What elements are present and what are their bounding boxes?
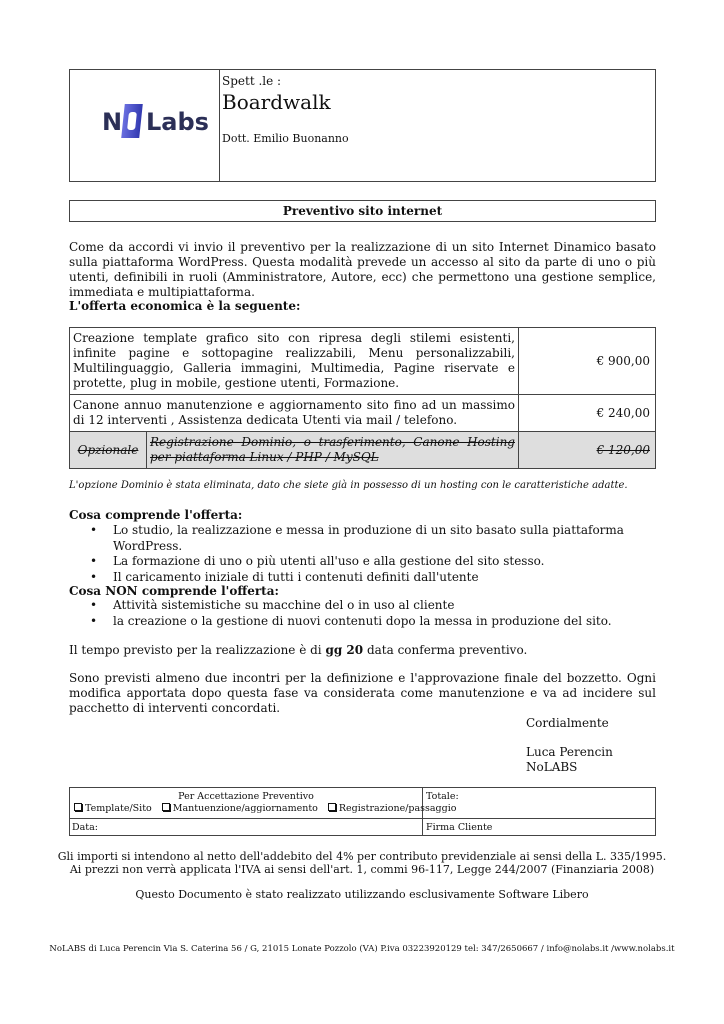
software-note: Questo Documento è stato realizzato utilizzando esclusivamente Software Libero bbox=[135, 888, 589, 901]
logo-o-shape-icon bbox=[121, 104, 143, 138]
offer-price: € 900,00 bbox=[519, 328, 656, 395]
salutation: Spett .le : bbox=[222, 74, 282, 88]
list-item: • la creazione o la gestione di nuovi contenuti dopo la messa in produzione del sito. bbox=[69, 614, 669, 630]
logo-letter-n: N bbox=[102, 108, 122, 136]
signature-label: Firma Cliente bbox=[426, 822, 493, 833]
excludes-list bbox=[69, 598, 669, 629]
optional-price: € 120,00 bbox=[519, 432, 656, 469]
optional-label: Opzionale bbox=[70, 432, 147, 469]
timing-line bbox=[69, 643, 527, 657]
list-item: • La formazione di uno o più utenti all'uso e alla gestione del sito stesso. bbox=[69, 554, 669, 570]
tax-note-1: Gli importi si intendono al netto dell'addebito del 4% per contributo previdenziale ai sensi della L. 335/1995. bbox=[57, 850, 667, 863]
nolabs-logo bbox=[102, 104, 209, 144]
table-row bbox=[70, 328, 656, 395]
includes-heading: Cosa comprende l'offerta: bbox=[69, 508, 243, 522]
intro-paragraph: Come da accordi vi invio il preventivo per la realizzazione di un sito Internet Dinamico basato sulla piattaforma WordPress. Questa modalità prevede un accesso al sito da parte di uno o più utenti, definibili in ruoli (Amministratore, Autore, ecc) che permettono una gestione semplice, immediata e multipiattaforma. bbox=[69, 240, 656, 299]
signature-field[interactable] bbox=[423, 819, 655, 835]
signer-company: NoLABS bbox=[526, 760, 578, 774]
list-item: • Attività sistemistiche su macchine del o in uso al cliente bbox=[69, 598, 669, 614]
timing-value: gg 20 bbox=[325, 643, 364, 657]
option-template[interactable] bbox=[74, 803, 152, 814]
offer-heading: L'offerta economica è la seguente: bbox=[69, 299, 301, 313]
offer-description: Canone annuo manutenzione e aggiornamento sito fino ad un massimo di 12 interventi , Assistenza dedicata Utenti via mail / telefono. bbox=[70, 395, 519, 432]
checkbox-icon[interactable] bbox=[162, 803, 170, 811]
total-label: Totale: bbox=[426, 791, 459, 802]
optional-row bbox=[70, 432, 656, 469]
total-field[interactable] bbox=[423, 788, 655, 819]
option-label: Template/Sito bbox=[85, 803, 152, 814]
offer-table bbox=[69, 327, 656, 469]
offer-price: € 240,00 bbox=[519, 395, 656, 432]
option-label: Registrazione/passaggio bbox=[338, 803, 457, 814]
checkbox-icon[interactable] bbox=[328, 803, 336, 811]
list-item: • Lo studio, la realizzazione e messa in produzione di un sito basato sulla piattaforma WordPress. bbox=[69, 523, 669, 554]
table-row bbox=[70, 395, 656, 432]
recipient-name: Dott. Emilio Buonanno bbox=[222, 132, 349, 145]
includes-list bbox=[69, 523, 669, 585]
closing-paragraph: Sono previsti almeno due incontri per la definizione e l'approvazione finale del bozzetto. Ogni modifica apportata dopo questa fase va considerata come manutenzione e va ad incidere sul pacchetto di interventi concordati. bbox=[69, 671, 656, 715]
excludes-heading: Cosa NON comprende l'offerta: bbox=[69, 584, 279, 598]
address-cell bbox=[221, 70, 655, 181]
signer-name: Luca Perencin bbox=[526, 745, 613, 759]
list-item: • Il caricamento iniziale di tutti i contenuti definiti dall'utente bbox=[69, 570, 669, 586]
date-label: Data: bbox=[72, 822, 98, 833]
acceptance-options bbox=[74, 803, 457, 814]
acceptance-title: Per Accettazione Preventivo bbox=[178, 791, 314, 802]
date-field[interactable] bbox=[70, 819, 423, 835]
option-maintenance[interactable] bbox=[162, 803, 318, 814]
acceptance-box bbox=[69, 787, 656, 836]
tax-note-2: Ai prezzi non verrà applicata l'IVA ai sensi dell'art. 1, commi 96-117, Legge 244/2007 (Finanziaria 2008) bbox=[69, 863, 655, 876]
footer: NoLABS di Luca Perencin Via S. Caterina 56 / G, 21015 Lonate Pozzolo (VA) P.iva 03223920129 tel: 347/2650667 / info@nolabs.it /www.nolabs.it bbox=[49, 944, 675, 954]
offer-description: Creazione template grafico sito con ripresa degli stilemi esistenti, infinite pagine e sottopagine realizzabili, Menu personalizzabili, Multilinguaggio, Galleria immagini, Multimedia, Pagine riservate e protette, plug in mobile, gestione utenti, Formazione. bbox=[70, 328, 519, 395]
domain-note: L'opzione Dominio è stata eliminata, dato che siete già in possesso di un hosting con le caratteristiche adatte. bbox=[69, 480, 628, 491]
closing-greeting: Cordialmente bbox=[526, 716, 609, 730]
document-title: Preventivo sito internet bbox=[69, 200, 656, 222]
timing-suffix: data conferma preventivo. bbox=[363, 643, 528, 657]
logo-cell bbox=[70, 70, 220, 181]
optional-description: Registrazione Dominio, o trasferimento, Canone Hosting per piattaforma Linux / PHP / MySQL bbox=[147, 432, 519, 469]
logo-labs-text: Labs bbox=[146, 108, 209, 136]
recipient-header bbox=[69, 69, 656, 182]
company-name: Boardwalk bbox=[222, 90, 331, 114]
option-label: Mantuenzione/aggiornamento bbox=[172, 803, 318, 814]
checkbox-icon[interactable] bbox=[74, 803, 82, 811]
timing-prefix: Il tempo previsto per la realizzazione è di bbox=[69, 643, 326, 657]
